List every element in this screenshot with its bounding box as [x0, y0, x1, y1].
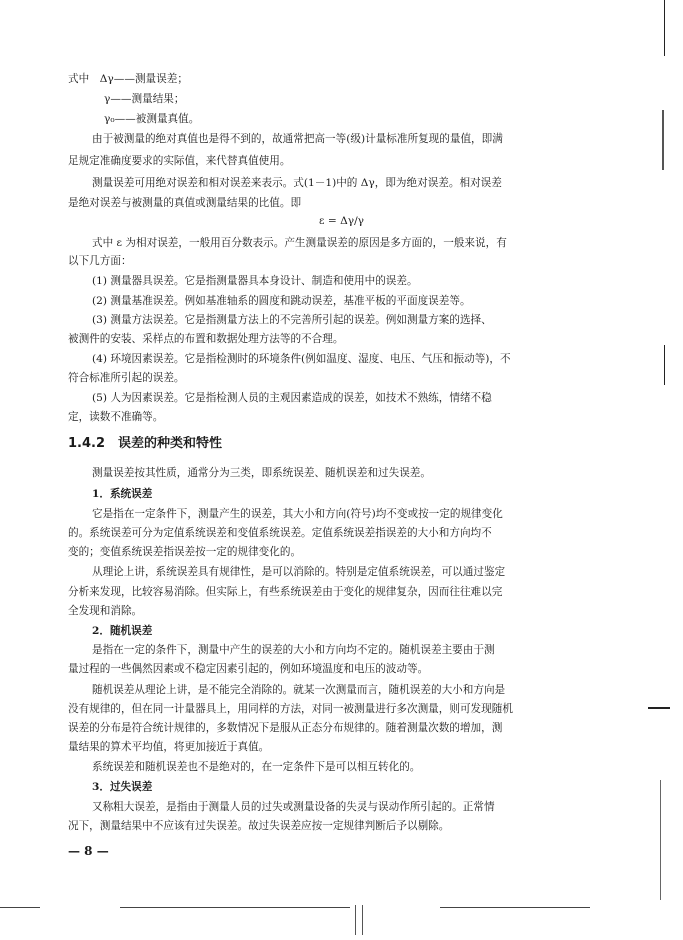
- symbol-def-line-2: γ——测量结果；: [104, 93, 185, 105]
- paragraph-line: 式中 ε 为相对误差，一般用百分数表示。产生测量误差的原因是多方面的，一般来说，有: [92, 237, 507, 249]
- subsection-heading: 2．随机误差: [92, 625, 153, 637]
- list-item: (5) 人为因素误差。它是指检测人员的主观因素造成的误差，如技术不熟练，情绪不稳: [92, 392, 492, 404]
- scan-bottom-line: [120, 907, 350, 908]
- scan-bottom-mark: [355, 905, 356, 935]
- relative-error-formula: ε = Δγ/γ: [319, 215, 364, 227]
- paragraph-line: 足规定准确度要求的实际值，来代替真值使用。: [68, 155, 291, 167]
- paragraph-line: 系统误差和随机误差也不是绝对的，在一定条件下是可以相互转化的。: [92, 761, 421, 773]
- paragraph-line: 由于被测量的绝对真值也是得不到的，故通常把高一等(级)计量标准所复现的量值，即满: [92, 133, 503, 145]
- paragraph-line: 以下几方面：: [68, 255, 132, 267]
- subsection-heading: 3．过失误差: [92, 781, 153, 793]
- list-item: (4) 环境因素误差。它是指检测时的环境条件(例如温度、湿度、电压、气压和振动等)，不: [92, 353, 511, 365]
- paragraph-line: 全发现和消除。: [68, 605, 143, 617]
- paragraph-line: 从理论上讲，系统误差具有规律性，是可以消除的。特别是定值系统误差，可以通过鉴定: [92, 566, 506, 578]
- page-number: — 8 —: [68, 844, 109, 858]
- paragraph-line: 量结果的算术平均值，将更加接近于真值。: [68, 741, 270, 753]
- symbol-def-line-3: γ₀——被测量真值。: [104, 113, 200, 125]
- list-item-continued: 符合标准所引起的误差。: [68, 372, 185, 384]
- paragraph-line: 况下，测量结果中不应该有过失误差。故过失误差应按一定规律判断后予以剔除。: [68, 820, 450, 832]
- list-item: (2) 测量基准误差。例如基准轴系的圆度和跳动误差，基准平板的平面度误差等。: [92, 295, 471, 307]
- list-item: (1) 测量器具误差。它是指测量器具本身设计、制造和使用中的误差。: [92, 275, 418, 287]
- scan-bottom-mark: [362, 905, 363, 935]
- scan-edge-mark: [662, 110, 664, 170]
- scan-bottom-line: [440, 907, 590, 908]
- scan-edge-mark: [664, 345, 665, 385]
- paragraph-line: 它是指在一定条件下，测量产生的误差，其大小和方向(符号)均不变或按一定的规律变化: [92, 508, 503, 520]
- list-item-continued: 被测件的安装、采样点的布置和数据处理方法等的不合理。: [68, 333, 344, 345]
- paragraph-line: 分析来发现，比较容易消除。但实际上，有些系统误差由于变化的规律复杂，因而往往难以完: [68, 586, 503, 598]
- paragraph-line: 是绝对误差与被测量的真值或测量结果的比值。即: [68, 197, 302, 209]
- list-item: (3) 测量方法误差。它是指测量方法上的不完善所引起的误差。例如测量方案的选择、: [92, 314, 492, 326]
- paragraph-line: 测量误差按其性质，通常分为三类，即系统误差、随机误差和过失误差。: [92, 467, 431, 479]
- paragraph-line: 又称粗大误差，是指由于测量人员的过失或测量设备的失灵与误动作所引起的。正常情: [92, 801, 495, 813]
- symbol-def-line-1: 式中 Δγ——测量误差；: [68, 73, 188, 85]
- list-item-continued: 定，读数不准确等。: [68, 411, 164, 423]
- paragraph-line: 的。系统误差可分为定值系统误差和变值系统误差。定值系统误差指误差的大小和方向均不: [68, 527, 492, 539]
- paragraph-line: 测量误差可用绝对误差和相对误差来表示。式(1－1)中的 Δγ，即为绝对误差。相对误差: [92, 177, 502, 189]
- scan-edge-mark: [660, 780, 661, 900]
- scan-bottom-line: [0, 907, 40, 908]
- section-heading: 1.4.2 误差的种类和特性: [68, 436, 223, 451]
- scan-edge-mark: [648, 707, 670, 709]
- paragraph-line: 是指在一定的条件下，测量中产生的误差的大小和方向均不定的。随机误差主要由于测: [92, 644, 495, 656]
- subsection-heading: 1．系统误差: [92, 488, 153, 500]
- paragraph-line: 量过程的一些偶然因素或不稳定因素引起的，例如环境温度和电压的波动等。: [68, 663, 429, 675]
- paragraph-line: 没有规律的，但在同一计量器具上，用同样的方法，对同一被测量进行多次测量，则可发现随机: [68, 703, 513, 715]
- paragraph-line: 随机误差从理论上讲，是不能完全消除的。就某一次测量而言，随机误差的大小和方向是: [92, 684, 506, 696]
- paragraph-line: 误差的分布是符合统计规律的，多数情况下是服从正态分布规律的。随着测量次数的增加，测: [68, 722, 503, 734]
- paragraph-line: 变的；变值系统误差指误差按一定的规律变化的。: [68, 546, 302, 558]
- scan-edge-mark: [664, 0, 665, 56]
